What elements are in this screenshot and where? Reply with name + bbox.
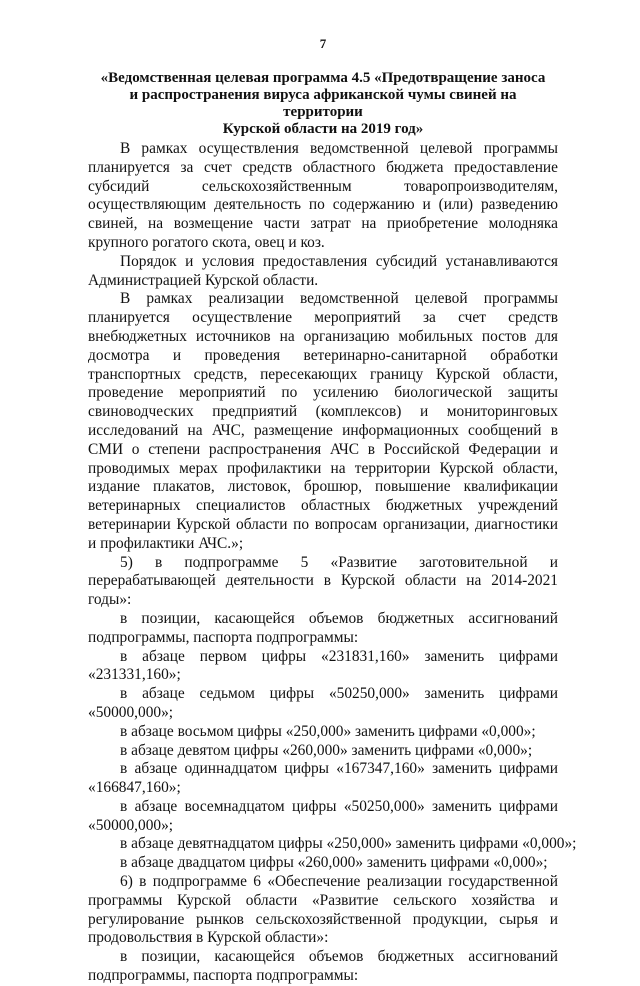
amendment-item: в абзаце восьмом цифры «250,000» заменить цифрами «0,000»; <box>120 722 536 740</box>
heading-line: «Ведомственная целевая программа 4.5 «Предотвращение заноса <box>100 70 546 86</box>
heading-line: Курской области на 2019 год» <box>222 121 424 137</box>
paragraph-subsidy-order: Порядок и условия предоставления субсидий устанавливаются Администрацией Курской области. <box>88 252 558 289</box>
page-number: 7 <box>319 36 327 51</box>
amendment-item: в абзаце седьмом цифры «50250,000» заменить цифрами «50000,000»; <box>88 685 558 721</box>
amendment-item: в абзаце восемнадцатом цифры «50250,000» заменить цифрами «50000,000»; <box>88 797 558 834</box>
paragraph-budget-position: в позиции, касающейся объемов бюджетных ассигнований подпрограммы, паспорта подпрограммы: <box>88 948 558 985</box>
paragraph-subprogram-5: 5) в подпрограмме 5 «Развитие заготовительной и перерабатывающей деятельности в Курской области на 2014-2021 годы»: <box>88 553 558 609</box>
section-heading <box>88 70 558 138</box>
amendment-item: в абзаце одиннадцатом цифры «167347,160» заменить цифрами «166847,160»; <box>88 760 558 797</box>
amendment-item: в абзаце девятом цифры «260,000» заменить цифрами «0,000»; <box>120 741 533 759</box>
heading-line: и распространения вируса африканской чумы свиней на территории <box>129 87 517 120</box>
paragraph-extrabudgetary-measures: В рамках реализации ведомственной целевой программы планируется осуществление мероприятий за счет средств внебюджетных источников на организацию мобильных постов для досмотра и проведения ветеринарно-санитарной обработки транспортных средств, пересекающих границу Курской области, проведение мероприятий по усилению биологической защиты свиноводческих предприятий (комплексов) и мониторинговых исследований на АЧС, размещение информационных сообщений в СМИ о степени распространения АЧС в Российской Федерации и проводимых мерах профилактики на территории Курской области, издание плакатов, листовок, брошюр, повышение квалификации ветеринарных специалистов областных бюджетных учреждений ветеринарии Курской области по вопросам организации, диагностики и профилактики АЧС.»; <box>88 290 558 552</box>
paragraph-subprogram-6: 6) в подпрограмме 6 «Обеспечение реализации государственной программы Курской области «Развитие сельского хозяйства и регулирование рынков сельскохозяйственной продукции, сырья и продовольствия в Курской области»: <box>88 873 558 947</box>
amendment-item: в абзаце девятнадцатом цифры «250,000» заменить цифрами «0,000»; <box>120 835 577 853</box>
paragraph-budget-position: в позиции, касающейся объемов бюджетных ассигнований подпрограммы, паспорта подпрограммы: <box>88 609 558 646</box>
paragraph-subsidy-plan: В рамках осуществления ведомственной целевой программы планируется за счет средств областного бюджета предоставление субсидий сельскохозяйственным товаропроизводителям, осуществляющим деятельность по содержанию и (или) разведению свиней, на возмещение части затрат на приобретение молодняка крупного рогатого скота, овец и коз. <box>88 140 558 251</box>
amendment-item: в абзаце двадцатом цифры «260,000» заменить цифрами «0,000»; <box>120 854 548 872</box>
amendment-item: в абзаце первом цифры «231831,160» заменить цифрами «231331,160»; <box>88 647 558 684</box>
